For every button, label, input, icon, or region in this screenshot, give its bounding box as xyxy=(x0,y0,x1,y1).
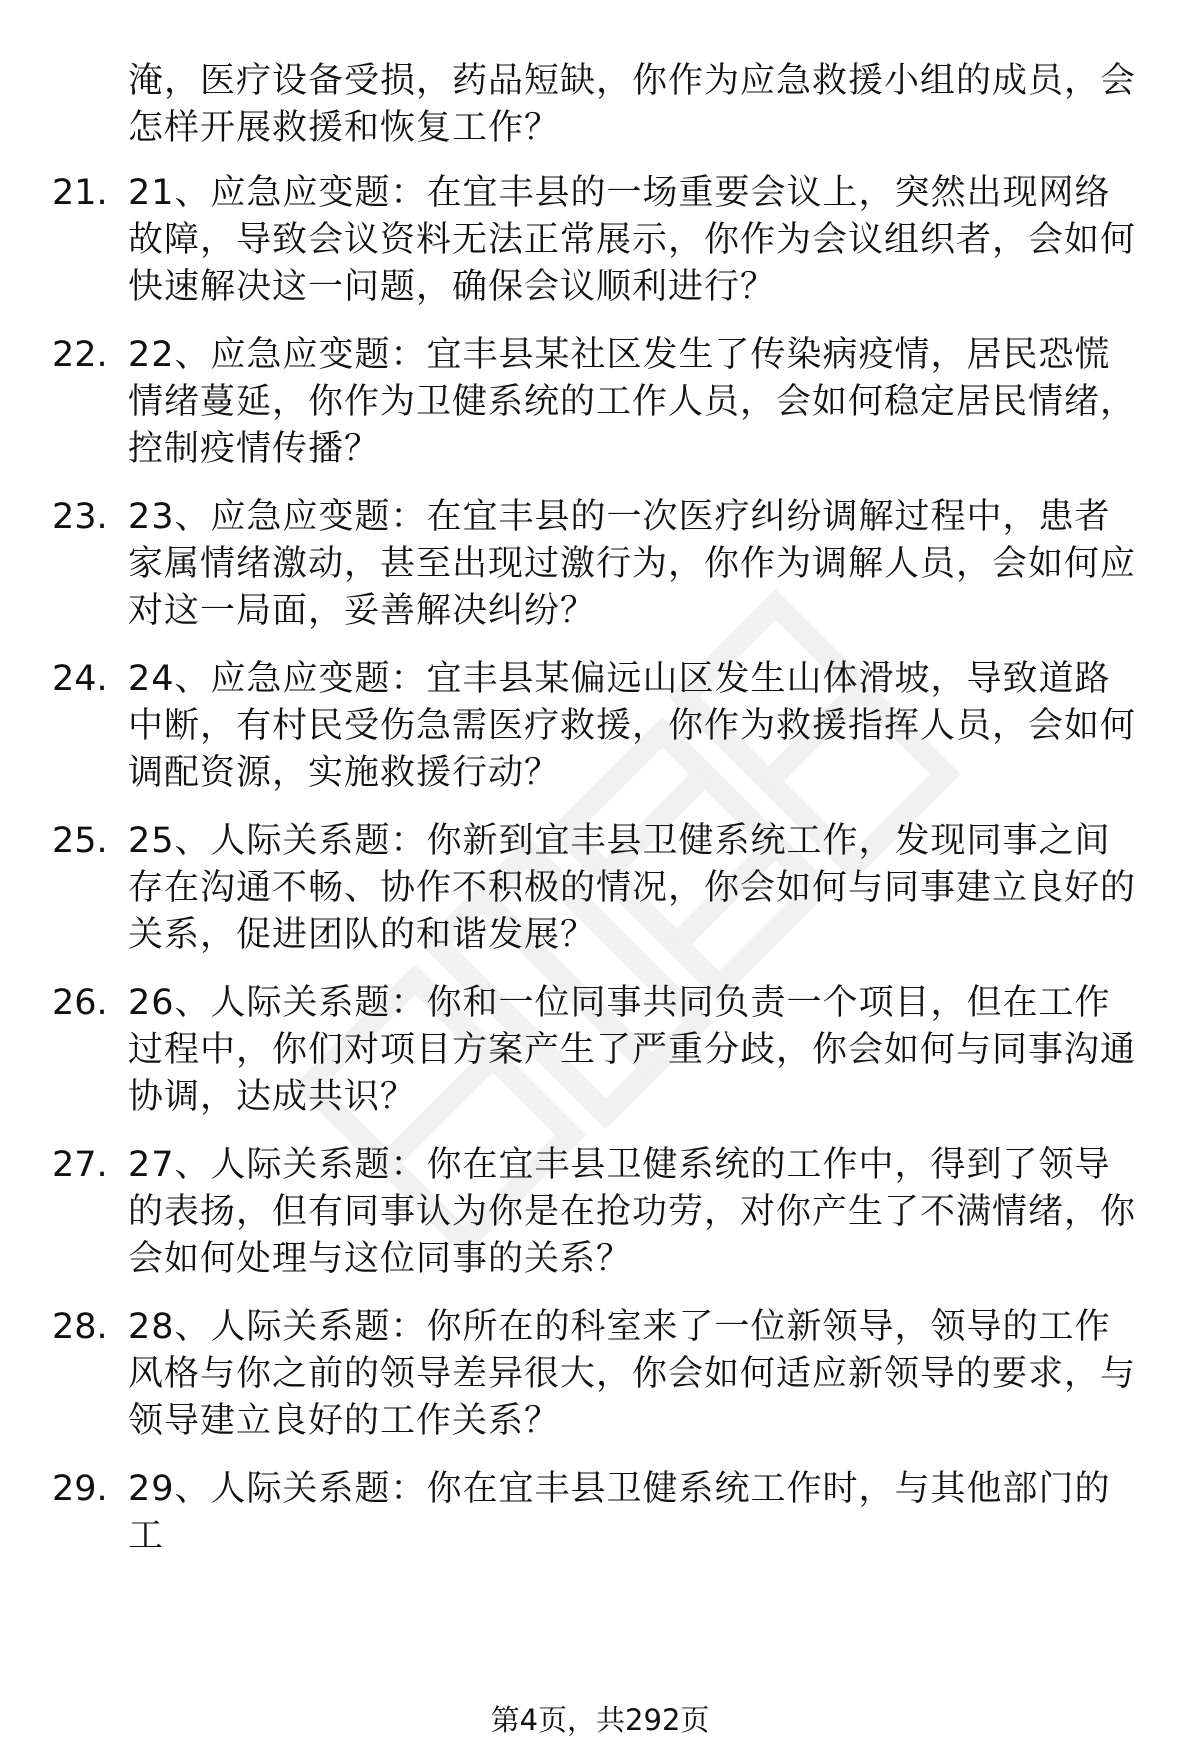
item-number: 22. xyxy=(52,335,108,375)
item-number: 23. xyxy=(52,497,108,537)
item-number: 27. xyxy=(52,1145,108,1185)
item-text: 27、人际关系题：你在宜丰县卫健系统的工作中，得到了领导的表扬，但有同事认为你是在抢功劳，对你产生了不满情绪，你会如何处理与这位同事的关系？ xyxy=(128,1145,1137,1279)
page-footer: 第4页，共292页 xyxy=(490,1703,710,1737)
item-text: 29、人际关系题：你在宜丰县卫健系统工作时，与其他部门的工 xyxy=(128,1469,1111,1556)
item-number: 26. xyxy=(52,983,108,1023)
item-number: 29. xyxy=(52,1469,108,1509)
item-text: 28、人际关系题：你所在的科室来了一位新领导，领导的工作风格与你之前的领导差异很大，你会如何适应新领导的要求，与领导建立良好的工作关系？ xyxy=(128,1307,1137,1441)
continuation-paragraph: 淹，医疗设备受损，药品短缺，你作为应急救援小组的成员，会怎样开展救援和恢复工作？ xyxy=(128,61,1137,148)
item-text: 22、应急应变题：宜丰县某社区发生了传染病疫情，居民恐慌情绪蔓延，你作为卫健系统的工作人员，会如何稳定居民情绪，控制疫情传播？ xyxy=(128,335,1137,469)
item-number: 25. xyxy=(52,821,108,861)
item-number: 21. xyxy=(52,173,108,213)
item-text: 24、应急应变题：宜丰县某偏远山区发生山体滑坡，导致道路中断，有村民受伤急需医疗救援，你作为救援指挥人员，会如何调配资源，实施救援行动？ xyxy=(128,659,1137,793)
item-text: 25、人际关系题：你新到宜丰县卫健系统工作，发现同事之间存在沟通不畅、协作不积极的情况，你会如何与同事建立良好的关系，促进团队的和谐发展？ xyxy=(128,821,1137,955)
item-text: 26、人际关系题：你和一位同事共同负责一个项目，但在工作过程中，你们对项目方案产生了严重分歧，你会如何与同事沟通协调，达成共识？ xyxy=(128,983,1137,1117)
item-number: 28. xyxy=(52,1307,108,1347)
item-text: 21、应急应变题：在宜丰县的一场重要会议上，突然出现网络故障，导致会议资料无法正常展示，你作为会议组织者，会如何快速解决这一问题，确保会议顺利进行？ xyxy=(128,173,1137,307)
item-text: 23、应急应变题：在宜丰县的一次医疗纠纷调解过程中，患者家属情绪激动，甚至出现过激行为，你作为调解人员，会如何应对这一局面，妥善解决纠纷？ xyxy=(128,497,1137,631)
item-number: 24. xyxy=(52,659,108,699)
